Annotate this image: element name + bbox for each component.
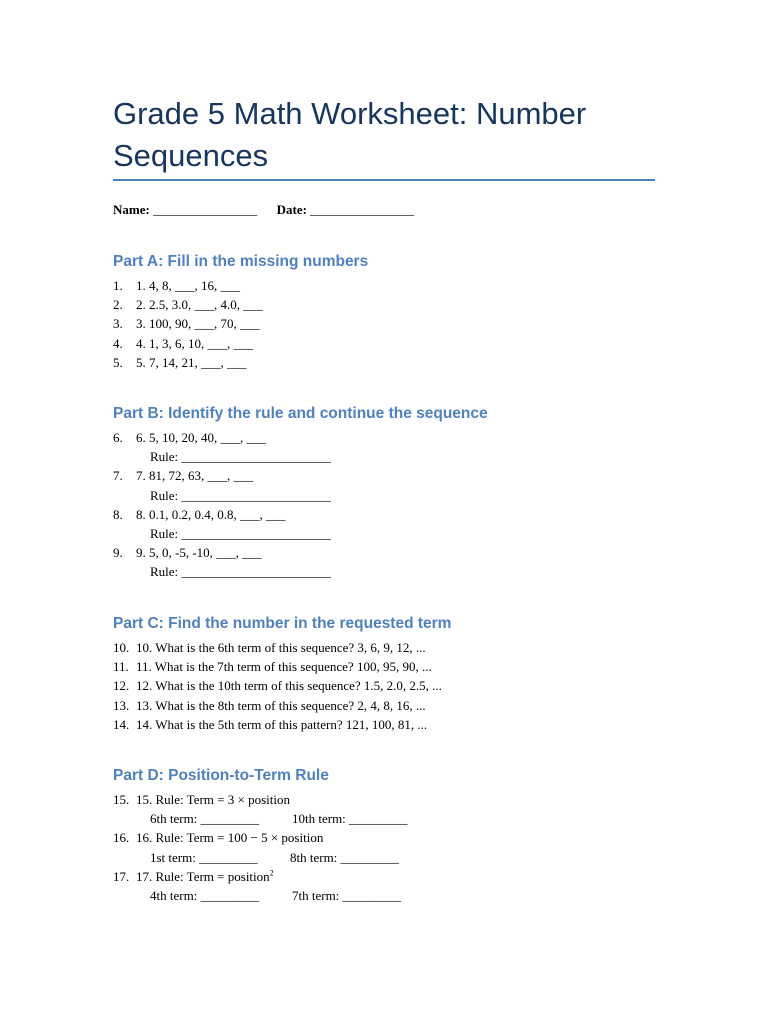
item-number: 14.	[113, 716, 130, 732]
part-d-heading: Part D: Position-to-Term Rule	[113, 767, 329, 784]
part-b-heading: Part B: Identify the rule and continue the sequence	[113, 405, 488, 422]
item-text: 1. 4, 8, ___, 16, ___	[136, 278, 240, 293]
item-number: 13.	[113, 697, 130, 713]
title-underline	[113, 179, 655, 181]
item-number: 11.	[113, 659, 129, 675]
item-number: 5.	[113, 354, 123, 370]
item-text: 8. 0.1, 0.2, 0.4, 0.8, ___, ___	[136, 506, 286, 522]
item-number: 4.	[113, 335, 123, 351]
term-blank-b: 7th term: _________	[292, 887, 402, 903]
item-text: 15. Rule: Term = 3 × position	[136, 792, 290, 807]
item-number: 6.	[113, 430, 123, 445]
item-text: 13. What is the 8th term of this sequence? 2, 4, 8, 16, ...	[136, 697, 426, 713]
term-blank-a: 1st term: _________	[150, 849, 258, 865]
item-number: 1.	[113, 278, 123, 293]
item-text: 7. 81, 72, 63, ___, ___	[136, 468, 253, 484]
item-text: 6. 5, 10, 20, 40, ___, ___	[136, 430, 266, 445]
term-blank-b: 8th term: _________	[290, 849, 400, 865]
item-text: 5. 7, 14, 21, ___, ___	[136, 354, 247, 370]
page-title: Grade 5 Math Worksheet: Number Sequences	[113, 96, 587, 173]
exponent: 2	[269, 868, 274, 878]
item-text: 2. 2.5, 3.0, ___, 4.0, ___	[136, 297, 263, 313]
item-text: 16. Rule: Term = 100 − 5 × position	[136, 830, 324, 846]
item-number: 2.	[113, 297, 123, 313]
item-text: 17. Rule: Term = position	[136, 868, 270, 884]
rule-label: Rule: _______________________	[150, 449, 331, 465]
item-text: 3. 100, 90, ___, 70, ___	[136, 316, 260, 332]
date-blank: ________________	[310, 202, 415, 217]
item-text: 12. What is the 10th term of this sequence? 1.5, 2.0, 2.5, ...	[136, 678, 442, 694]
item-text: 9. 5, 0, -5, -10, ___, ___	[136, 545, 262, 561]
item-text: 4. 1, 3, 6, 10, ___, ___	[136, 335, 253, 351]
part-a-heading: Part A: Fill in the missing numbers	[113, 253, 369, 270]
item-number: 12.	[113, 678, 130, 694]
name-date-line	[113, 202, 414, 218]
item-text: 11. What is the 7th term of this sequence? 100, 95, 90, ...	[136, 659, 432, 675]
term-blank-b: 10th term: _________	[292, 811, 408, 827]
name-label: Name:	[113, 202, 150, 217]
item-number: 10.	[113, 640, 130, 655]
item-number: 7.	[113, 468, 123, 484]
item-text-with-exponent	[136, 867, 274, 886]
item-number: 16.	[113, 830, 130, 846]
name-blank: ________________	[153, 202, 258, 217]
item-text: 10. What is the 6th term of this sequence? 3, 6, 9, 12, ...	[136, 640, 426, 655]
item-number: 15.	[113, 792, 130, 807]
rule-label: Rule: _______________________	[150, 487, 331, 503]
item-number: 17.	[113, 868, 130, 884]
part-c-heading: Part C: Find the number in the requested term	[113, 615, 452, 632]
rule-label: Rule: _______________________	[150, 525, 331, 541]
item-number: 3.	[113, 316, 123, 332]
term-blank-a: 6th term: _________	[150, 811, 260, 827]
rule-label: Rule: _______________________	[150, 564, 331, 580]
item-number: 8.	[113, 506, 123, 522]
item-text: 14. What is the 5th term of this pattern? 121, 100, 81, ...	[136, 716, 428, 732]
term-blank-a: 4th term: _________	[150, 887, 260, 903]
item-number: 9.	[113, 545, 123, 561]
date-label: Date:	[276, 202, 307, 217]
